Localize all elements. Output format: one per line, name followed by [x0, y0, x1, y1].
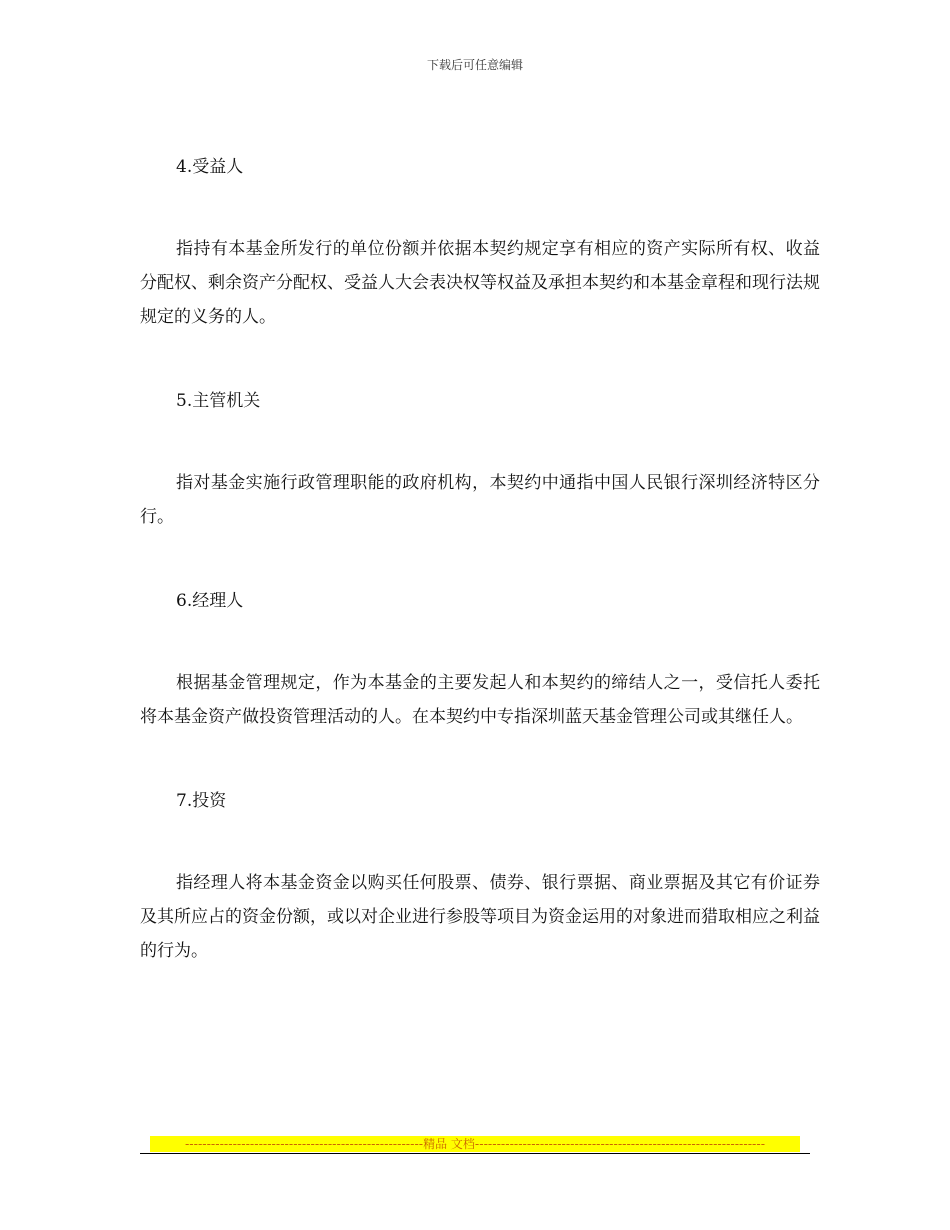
section-heading-investment: 7.投资: [176, 791, 227, 811]
section-heading-manager: 6.经理人: [176, 591, 244, 611]
section-body-authority: 指对基金实施行政管理职能的政府机构，本契约中通指中国人民银行深圳经济特区分行。: [140, 473, 820, 527]
footer-banner: -------------------------------------------------------精品 文档-------------------------------------------------------------------: [150, 1136, 800, 1152]
section-body-manager: 根据基金管理规定，作为本基金的主要发起人和本契约的缔结人之一，受信托人委托将本基金资产做投资管理活动的人。在本契约中专指深圳蓝天基金管理公司或其继任人。: [140, 673, 820, 727]
footer-divider: [140, 1153, 810, 1154]
section-heading-authority: 5.主管机关: [176, 391, 261, 411]
document-body: [140, 150, 820, 968]
section-body-beneficiary: 指持有本基金所发行的单位份额并依据本契约规定享有相应的资产实际所有权、收益分配权、剩余资产分配权、受益人大会表决权等权益及承担本契约和本基金章程和现行法规规定的义务的人。: [140, 239, 820, 327]
page-header: 下载后可任意编辑: [426, 58, 523, 72]
section-body-investment: 指经理人将本基金资金以购买任何股票、债券、银行票据、商业票据及其它有价证券及其所应占的资金份额，或以对企业进行参股等项目为资金运用的对象进而猎取相应之利益的行为。: [140, 873, 820, 961]
section-heading-beneficiary: 4.受益人: [176, 157, 244, 177]
